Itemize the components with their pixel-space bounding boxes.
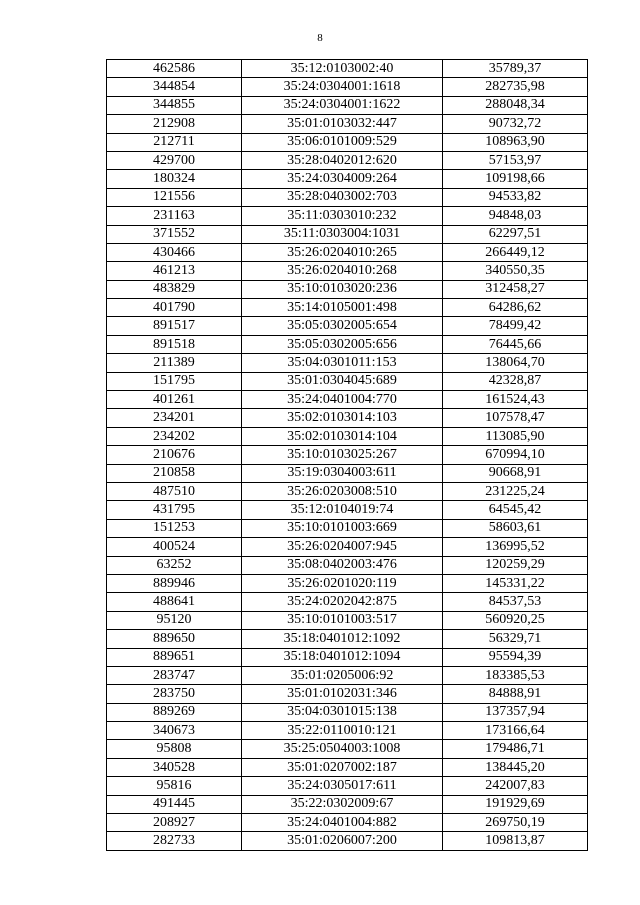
record-id-cell: 344855	[107, 96, 242, 114]
record-id-cell: 95120	[107, 611, 242, 629]
record-id-cell: 344854	[107, 78, 242, 96]
record-id-cell: 231163	[107, 207, 242, 225]
value-cell: 560920,25	[443, 611, 588, 629]
value-cell: 62297,51	[443, 225, 588, 243]
cadastral-number-cell: 35:02:0103014:104	[242, 427, 443, 445]
table-row	[107, 777, 588, 795]
cadastral-number-cell: 35:26:0201020:119	[242, 574, 443, 592]
record-id-cell: 891517	[107, 317, 242, 335]
cadastral-number-cell: 35:24:0304001:1622	[242, 96, 443, 114]
value-cell: 57153,97	[443, 151, 588, 169]
cadastral-number-cell: 35:24:0401004:882	[242, 814, 443, 832]
table-row	[107, 78, 588, 96]
table-row	[107, 519, 588, 537]
page-number: 8	[317, 32, 323, 44]
table-row	[107, 446, 588, 464]
cadastral-number-cell: 35:22:0302009:67	[242, 795, 443, 813]
record-id-cell: 282733	[107, 832, 242, 850]
table-row	[107, 666, 588, 684]
table-row	[107, 538, 588, 556]
table-row	[107, 96, 588, 114]
record-id-cell: 283747	[107, 666, 242, 684]
record-id-cell: 210858	[107, 464, 242, 482]
record-id-cell: 340528	[107, 758, 242, 776]
cadastral-number-cell: 35:10:0101003:517	[242, 611, 443, 629]
value-cell: 179486,71	[443, 740, 588, 758]
value-cell: 64545,42	[443, 501, 588, 519]
cadastral-number-cell: 35:10:0103020:236	[242, 280, 443, 298]
value-cell: 78499,42	[443, 317, 588, 335]
cadastral-number-cell: 35:08:0402003:476	[242, 556, 443, 574]
value-cell: 242007,83	[443, 777, 588, 795]
cadastral-number-cell: 35:24:0304009:264	[242, 170, 443, 188]
table-row	[107, 354, 588, 372]
cadastral-number-cell: 35:11:0303004:1031	[242, 225, 443, 243]
table-row	[107, 427, 588, 445]
record-id-cell: 234201	[107, 409, 242, 427]
table-row	[107, 207, 588, 225]
cadastral-number-cell: 35:02:0103014:103	[242, 409, 443, 427]
table-row	[107, 170, 588, 188]
value-cell: 42328,87	[443, 372, 588, 390]
table-row	[107, 482, 588, 500]
record-id-cell: 210676	[107, 446, 242, 464]
table-row	[107, 832, 588, 850]
record-id-cell: 401261	[107, 391, 242, 409]
value-cell: 35789,37	[443, 60, 588, 78]
table-row	[107, 317, 588, 335]
cadastral-number-cell: 35:01:0206007:200	[242, 832, 443, 850]
table-row	[107, 703, 588, 721]
record-id-cell: 151795	[107, 372, 242, 390]
table-row	[107, 299, 588, 317]
cadastral-number-cell: 35:01:0304045:689	[242, 372, 443, 390]
registry-table-body	[107, 60, 588, 851]
table-row	[107, 501, 588, 519]
value-cell: 84888,91	[443, 685, 588, 703]
cadastral-number-cell: 35:10:0101003:669	[242, 519, 443, 537]
record-id-cell: 234202	[107, 427, 242, 445]
record-id-cell: 483829	[107, 280, 242, 298]
cadastral-number-cell: 35:24:0202042:875	[242, 593, 443, 611]
cadastral-number-cell: 35:01:0207002:187	[242, 758, 443, 776]
record-id-cell: 488641	[107, 593, 242, 611]
value-cell: 94848,03	[443, 207, 588, 225]
table-row	[107, 133, 588, 151]
cadastral-number-cell: 35:18:0401012:1094	[242, 648, 443, 666]
cadastral-number-cell: 35:25:0504003:1008	[242, 740, 443, 758]
cadastral-number-cell: 35:24:0401004:770	[242, 391, 443, 409]
record-id-cell: 889269	[107, 703, 242, 721]
record-id-cell: 63252	[107, 556, 242, 574]
record-id-cell: 95816	[107, 777, 242, 795]
table-row	[107, 758, 588, 776]
table-row	[107, 722, 588, 740]
value-cell: 64286,62	[443, 299, 588, 317]
table-row	[107, 611, 588, 629]
value-cell: 161524,43	[443, 391, 588, 409]
table-row	[107, 372, 588, 390]
value-cell: 84537,53	[443, 593, 588, 611]
cadastral-number-cell: 35:12:0103002:40	[242, 60, 443, 78]
record-id-cell: 891518	[107, 335, 242, 353]
record-id-cell: 283750	[107, 685, 242, 703]
value-cell: 109198,66	[443, 170, 588, 188]
cadastral-number-cell: 35:11:0303010:232	[242, 207, 443, 225]
value-cell: 56329,71	[443, 630, 588, 648]
cadastral-number-cell: 35:14:0105001:498	[242, 299, 443, 317]
record-id-cell: 889651	[107, 648, 242, 666]
cadastral-number-cell: 35:26:0204010:268	[242, 262, 443, 280]
value-cell: 145331,22	[443, 574, 588, 592]
cadastral-number-cell: 35:24:0305017:611	[242, 777, 443, 795]
cadastral-number-cell: 35:28:0402012:620	[242, 151, 443, 169]
record-id-cell: 212908	[107, 115, 242, 133]
record-id-cell: 429700	[107, 151, 242, 169]
cadastral-number-cell: 35:04:0301015:138	[242, 703, 443, 721]
record-id-cell: 400524	[107, 538, 242, 556]
table-row	[107, 740, 588, 758]
table-row	[107, 243, 588, 261]
cadastral-number-cell: 35:22:0110010:121	[242, 722, 443, 740]
record-id-cell: 889946	[107, 574, 242, 592]
cadastral-number-cell: 35:26:0204010:265	[242, 243, 443, 261]
value-cell: 282735,98	[443, 78, 588, 96]
cadastral-number-cell: 35:19:0304003:611	[242, 464, 443, 482]
value-cell: 58603,61	[443, 519, 588, 537]
value-cell: 138064,70	[443, 354, 588, 372]
value-cell: 120259,29	[443, 556, 588, 574]
value-cell: 231225,24	[443, 482, 588, 500]
cadastral-number-cell: 35:10:0103025:267	[242, 446, 443, 464]
record-id-cell: 491445	[107, 795, 242, 813]
cadastral-number-cell: 35:01:0205006:92	[242, 666, 443, 684]
table-row	[107, 814, 588, 832]
value-cell: 108963,90	[443, 133, 588, 151]
value-cell: 269750,19	[443, 814, 588, 832]
record-id-cell: 889650	[107, 630, 242, 648]
cadastral-number-cell: 35:12:0104019:74	[242, 501, 443, 519]
table-row	[107, 556, 588, 574]
table-row	[107, 188, 588, 206]
cadastral-number-cell: 35:01:0102031:346	[242, 685, 443, 703]
cadastral-number-cell: 35:24:0304001:1618	[242, 78, 443, 96]
value-cell: 173166,64	[443, 722, 588, 740]
record-id-cell: 462586	[107, 60, 242, 78]
table-row	[107, 630, 588, 648]
record-id-cell: 340673	[107, 722, 242, 740]
value-cell: 191929,69	[443, 795, 588, 813]
record-id-cell: 461213	[107, 262, 242, 280]
cadastral-number-cell: 35:05:0302005:654	[242, 317, 443, 335]
table-row	[107, 391, 588, 409]
table-row	[107, 335, 588, 353]
record-id-cell: 431795	[107, 501, 242, 519]
record-id-cell: 401790	[107, 299, 242, 317]
record-id-cell: 371552	[107, 225, 242, 243]
cadastral-number-cell: 35:05:0302005:656	[242, 335, 443, 353]
cadastral-number-cell: 35:04:0301011:153	[242, 354, 443, 372]
cadastral-number-cell: 35:06:0101009:529	[242, 133, 443, 151]
record-id-cell: 208927	[107, 814, 242, 832]
value-cell: 312458,27	[443, 280, 588, 298]
cadastral-number-cell: 35:18:0401012:1092	[242, 630, 443, 648]
record-id-cell: 180324	[107, 170, 242, 188]
value-cell: 670994,10	[443, 446, 588, 464]
table-row	[107, 574, 588, 592]
table-row	[107, 280, 588, 298]
table-row	[107, 60, 588, 78]
value-cell: 107578,47	[443, 409, 588, 427]
table-row	[107, 648, 588, 666]
record-id-cell: 430466	[107, 243, 242, 261]
cadastral-number-cell: 35:26:0204007:945	[242, 538, 443, 556]
value-cell: 266449,12	[443, 243, 588, 261]
table-row	[107, 795, 588, 813]
table-row	[107, 409, 588, 427]
table-row	[107, 464, 588, 482]
record-id-cell: 487510	[107, 482, 242, 500]
value-cell: 138445,20	[443, 758, 588, 776]
value-cell: 113085,90	[443, 427, 588, 445]
record-id-cell: 151253	[107, 519, 242, 537]
cadastral-number-cell: 35:01:0103032:447	[242, 115, 443, 133]
value-cell: 136995,52	[443, 538, 588, 556]
value-cell: 340550,35	[443, 262, 588, 280]
record-id-cell: 95808	[107, 740, 242, 758]
cadastral-number-cell: 35:28:0403002:703	[242, 188, 443, 206]
value-cell: 137357,94	[443, 703, 588, 721]
table-row	[107, 262, 588, 280]
value-cell: 76445,66	[443, 335, 588, 353]
record-id-cell: 212711	[107, 133, 242, 151]
cadastral-number-cell: 35:26:0203008:510	[242, 482, 443, 500]
registry-table	[106, 59, 588, 851]
value-cell: 288048,34	[443, 96, 588, 114]
value-cell: 109813,87	[443, 832, 588, 850]
table-row	[107, 685, 588, 703]
record-id-cell: 121556	[107, 188, 242, 206]
table-row	[107, 151, 588, 169]
value-cell: 95594,39	[443, 648, 588, 666]
value-cell: 90732,72	[443, 115, 588, 133]
table-row	[107, 593, 588, 611]
value-cell: 94533,82	[443, 188, 588, 206]
value-cell: 183385,53	[443, 666, 588, 684]
value-cell: 90668,91	[443, 464, 588, 482]
table-row	[107, 225, 588, 243]
record-id-cell: 211389	[107, 354, 242, 372]
table-row	[107, 115, 588, 133]
